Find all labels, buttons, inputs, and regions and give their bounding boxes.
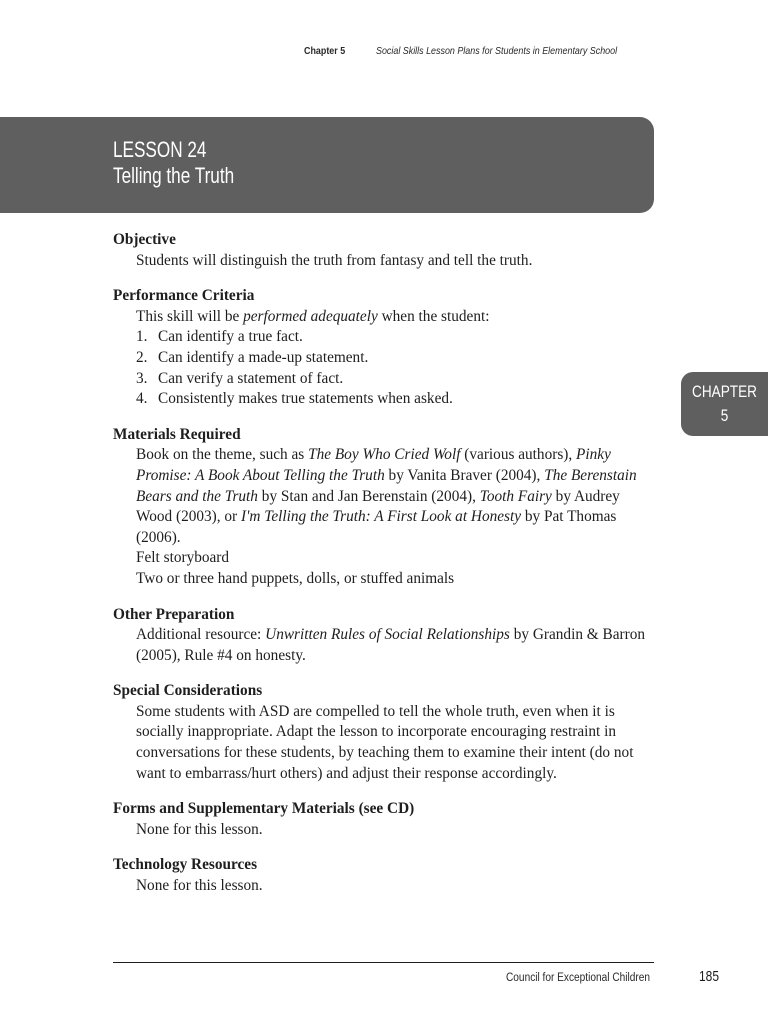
text-run: Additional resource: [136,626,266,644]
forms-text: None for this lesson. [136,820,263,838]
text-run: by Audrey Wood (2003), or [136,487,620,526]
lesson-number: LESSON 24 [113,137,207,162]
book-title: The Boy Who Cried Wolf [308,446,461,464]
text-run: by Grandin & Barron (2005), Rule #4 on honesty. [136,626,645,664]
materials-felt: Felt storyboard [136,549,230,567]
criteria-number: 2. [136,348,148,366]
criteria-item [136,327,653,348]
criteria-item [136,369,653,390]
lesson-content [113,230,653,912]
text-run: by Vanita Braver (2004), [384,466,545,484]
book-title: Pinky Promise: A Book About Telling the Truth [136,446,611,484]
materials-puppets: Two or three hand puppets, dolls, or stuffed animals [136,569,455,587]
text-run: Book on the theme, such as [136,446,309,464]
criteria-number: 4. [136,390,148,408]
section-performance-criteria [113,286,653,410]
criteria-number: 1. [136,328,148,346]
section-objective [113,230,653,271]
criteria-item [136,348,653,369]
running-header-title: Social Skills Lesson Plans for Students in Elementary School [376,45,618,57]
other-preparation-text [136,625,653,666]
book-title: The Berenstain Bears and the Truth [136,466,637,505]
section-heading: Special Considerations [113,682,263,700]
criteria-list [113,327,653,409]
emphasis-text: performed adequately [243,307,378,325]
section-other-preparation [113,605,653,667]
criteria-item [136,389,653,410]
chapter-tab-label: CHAPTER [692,382,757,401]
section-special-considerations [113,681,653,784]
technology-text: None for this lesson. [136,877,263,895]
criteria-text: Can identify a true fact. [158,328,303,346]
section-heading: Technology Resources [113,856,258,874]
objective-text: Students will distinguish the truth from fantasy and tell the truth. [136,251,533,269]
text-run: (various authors), [460,446,577,464]
section-forms [113,799,653,840]
footer-organization: Council for Exceptional Children [506,972,651,984]
criteria-number: 3. [136,369,148,387]
section-heading: Objective [113,231,176,248]
chapter-tab-number: 5 [720,406,729,425]
book-title: Unwritten Rules of Social Relationships [265,626,510,644]
criteria-text: Can verify a statement of fact. [158,369,344,387]
footer-rule [113,962,654,963]
criteria-text: Consistently makes true statements when asked. [158,390,453,408]
section-heading: Materials Required [113,425,241,443]
section-technology [113,855,653,896]
page-number: 185 [699,968,720,985]
book-title: I'm Telling the Truth: A First Look at Honesty [240,508,522,526]
chapter-tab [681,372,768,436]
section-materials-required [113,425,653,590]
lesson-banner [0,117,654,213]
running-header [304,45,664,61]
running-header-chapter: Chapter 5 [304,45,346,57]
section-heading: Performance Criteria [113,287,255,305]
materials-books [136,445,653,548]
text-run: by Pat Thomas (2006). [136,508,617,546]
text-run: by Stan and Jan Berenstain (2004), [257,487,480,505]
book-title: Tooth Fairy [479,487,552,505]
criteria-text: Can identify a made-up statement. [158,348,369,366]
section-heading: Forms and Supplementary Materials (see CD) [113,800,415,818]
lesson-title: Telling the Truth [113,163,235,188]
special-considerations-text: Some students with ASD are compelled to tell the whole truth, even when it is socially inappropriate. Adapt the lesson to incorporate encouraging restraint in conversations for these students, by teaching them to examine their intent (do not want to embarrass/hurt others) and adjust their response accordingly. [136,702,634,782]
performance-intro: This skill will be performed adequately when the student: [136,307,490,325]
section-heading: Other Preparation [113,605,235,623]
